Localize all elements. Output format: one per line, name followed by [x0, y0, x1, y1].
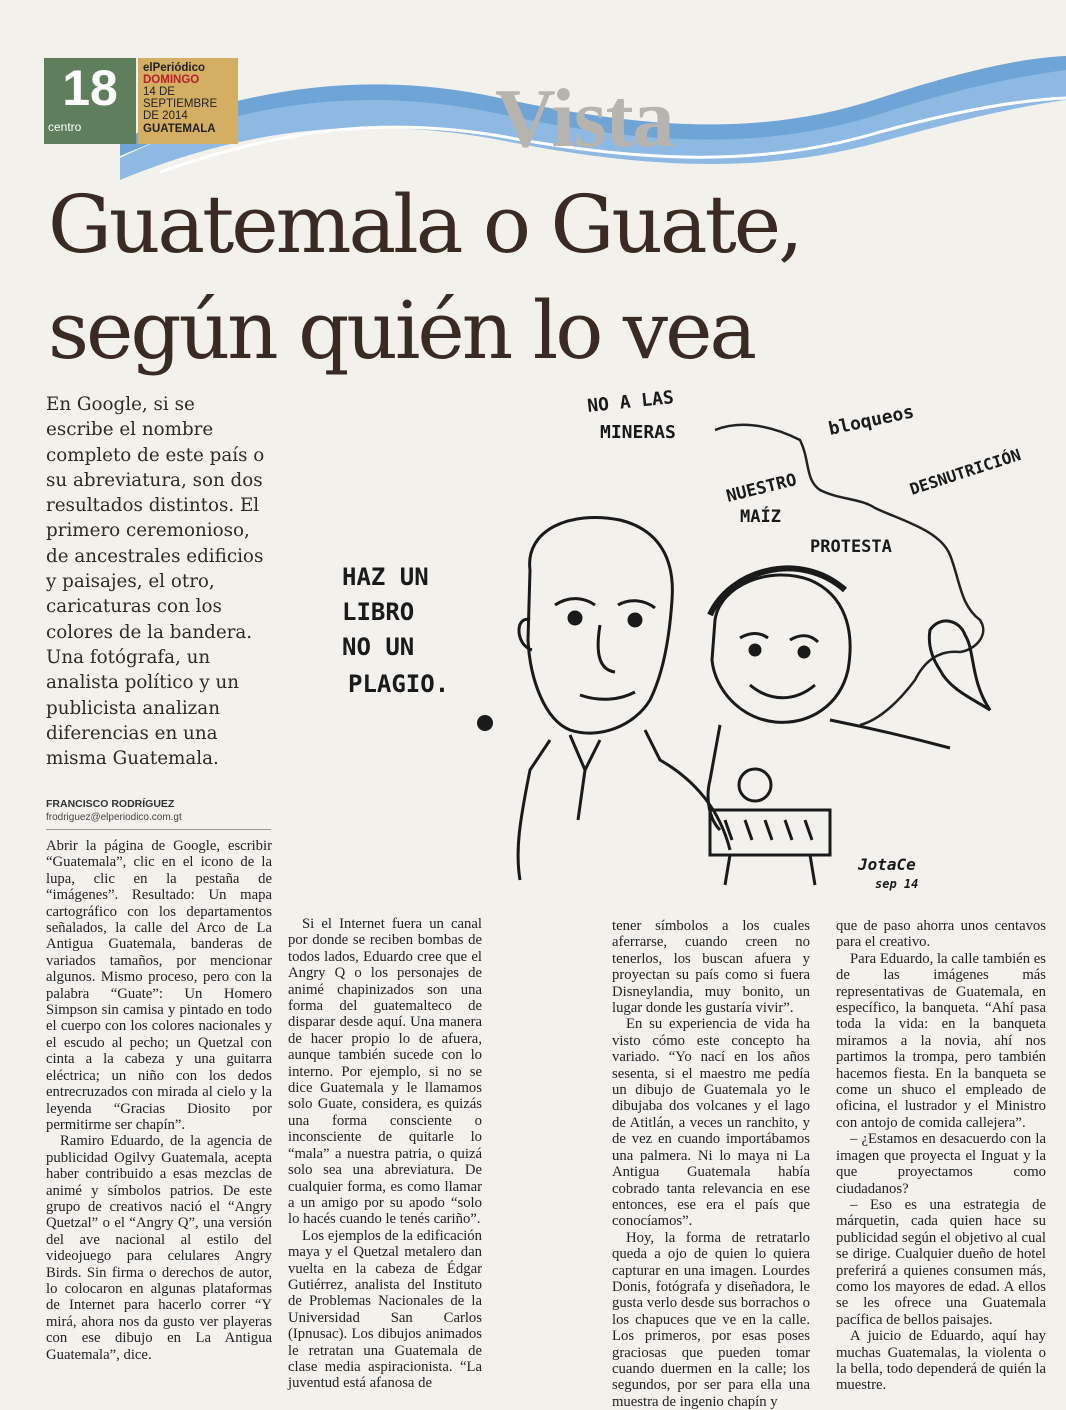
editorial-cartoon: [300, 380, 1060, 900]
map-label-desnutricion: DESNUTRICIÓN: [907, 445, 1024, 499]
paragraph: Ramiro Eduardo, de la agencia de publicidad Ogilvy Guatemala, acepta haber contribuido a esas mezclas de animé y símbolos patrios. De este grupo de creativos nació el “Angry Quetzal” o el “Angry Q”, una versión del ave nacional al estilo del videojuego para celulares Angry Birds. Sin firma o derechos de autor, lo colocaron en algunas plataformas de Internet para hacerlo correr “Y mirá, ahora nos da gusto ver playeras con ese dibujo en La Antigua Guatemala”, dice.: [46, 1133, 272, 1363]
speech-line-3: NO UN: [342, 633, 415, 661]
quetzal-bird: [929, 621, 990, 710]
byline: FRANCISCO RODRÍGUEZ: [46, 798, 175, 810]
speech-dot: [477, 715, 493, 731]
paragraph: que de paso ahorra unos centavos para el creativo.: [836, 918, 1046, 951]
body-column-4: [836, 918, 1046, 1394]
section-name: centro: [48, 120, 82, 134]
man-caricature: [518, 517, 730, 880]
cartoonist-signature: JotaCe: [858, 855, 916, 874]
edition-city: GUATEMALA: [143, 123, 216, 135]
map-label-maiz-2: MAÍZ: [740, 507, 781, 527]
map-label-protesta: PROTESTA: [810, 537, 892, 557]
woman-caricature: [708, 568, 950, 885]
headline-line-2: según quién lo vea: [48, 284, 755, 377]
speech-line-2: LIBRO: [342, 598, 415, 626]
map-label-maiz-1: NUESTRO: [724, 470, 799, 507]
paragraph: Para Eduardo, la calle también es de las imágenes más representativas de Guatemala, en específico, la banqueta. “Ahí pasa toda la vida: en la banqueta miramos a la novia, ahí nos partimos la trompa, pero también hacemos fiesta. En la banqueta se come un shuco el empleado de oficina, el lustrador y el Ministro con antojo de comida callejera”.: [836, 950, 1046, 1131]
byline-divider: [46, 829, 271, 830]
map-label-mineras-2: MINERAS: [600, 422, 676, 443]
paragraph: En su experiencia de vida ha visto cómo este concepto ha variado. “Yo nací en los años sesenta, si el maestro me pedía un dibujo de Guatemala yo le dibujaba dos volcanes y el lago de Atitlán, a veces un ranchito, y de vez en cuando importábamos una palmera. Ni lo maya ni La Antigua Guatemala había cobrado tanta relevancia en ese entonces, ese era el país que conocíamos”.: [612, 1016, 810, 1230]
speech-line-1: HAZ UN: [342, 563, 429, 591]
paragraph: Si el Internet fuera un canal por donde se reciben bombas de todos lados, Eduardo cree que el Angry Q o los personajes de animé chapinizados son una forma del guatemalteco de disparar desde aquí. Una manera de hacer propio lo de afuera, aunque también sucede con lo interno. Por ejemplo, si no se dice Guatemala y le llamamos solo Guate, considera, es quizás una forma consciente o inconsciente de quitarle lo “mala” a nuestra patria, o quizá solo sea una abreviatura. De cualquier forma, es como llamar a un amigo por su apodo “solo lo hacés cuando le tenés cariño”.: [288, 916, 482, 1228]
paragraph: Los ejemplos de la edificación maya y el Quetzal metalero dan vuelta en la cabeza de Édgar Gutiérrez, analista del Instituto de Problemas Nacionales de la Universidad San Carlos (Ipnusac). Los dibujos animados le retratan una Guatemala de clase media aspiracionista. “La juventud está afanosa de: [288, 1227, 482, 1392]
body-column-1: [46, 838, 272, 1363]
body-column-3: [612, 918, 810, 1410]
speech-line-4: PLAGIO.: [348, 670, 450, 698]
paragraph: Hoy, la forma de retratarlo queda a ojo de quien lo quiera capturar en una imagen. Lourdes Donis, fotógrafa y diseñadora, le gusta verlo desde sus borrachos o los chapuces que ve en la calle. Los primeros, por esas poses graciosas que pueden tomar cuando duermen en la calle; los segundos, por ser para ella una muestra de ingenio chapín y: [612, 1229, 810, 1410]
page-number: 18: [62, 60, 118, 116]
author-email: frodriguez@elperiodico.com.gt: [46, 812, 182, 823]
paragraph: – ¿Estamos en desacuerdo con la imagen que proyecta el Inguat y la que proyectamos como ciudadanos?: [836, 1131, 1046, 1197]
paragraph: – Eso es una estrategia de márquetin, cada quien hace su publicidad según el objetivo al cual se dirige. Cualquier dueño de hotel preferirá a quienes consumen más, como los mayores de edad. A ellos se les ofrece una Guatemala pacífica de bellos paisajes.: [836, 1196, 1046, 1328]
body-column-2: [288, 916, 482, 1392]
article-lead: En Google, si se escribe el nombre completo de este país o su abreviatura, son dos resultados distintos. El primero ceremonioso, de ancestrales edificios y paisajes, el otro, caricaturas con los colores de la bandera. Una fotógrafa, un analista político y un publicista analizan diferencias en una misma Guatemala.: [46, 394, 265, 770]
map-label-bloqueos: bloqueos: [826, 401, 916, 440]
map-label-mineras-1: NO A LAS: [586, 387, 675, 417]
headline-line-1: Guatemala o Guate,: [48, 178, 801, 271]
paragraph: tener símbolos a los cuales aferrarse, cuando creen no tenerlos, los buscan afuera y proyectan su país como si fuera Disneylandia, muy bonito, un lugar donde les gustaría vivir”.: [612, 918, 810, 1017]
headline: [48, 172, 1058, 384]
weekday: DOMINGO: [143, 74, 200, 86]
cartoon-date: sep 14: [875, 877, 919, 891]
paragraph: Abrir la página de Google, escribir “Guatemala”, clic en el icono de la lupa, clic en la pestaña de “imágenes”. Resultado: Un mapa cartográfico con los departamentos señalados, la calle del Arco de La Antigua Guatemala, banderas de variados tamaños, por mencionar algunos. Mismo proceso, pero con la palabra “Guate”: Un Homero Simpson sin camisa y pintado en todo el cuerpo con los colores nacionales y el escudo al pecho; un Quetzal con cinta a la cabeza y una guitarra eléctrica; un niño con los dedos entrecruzados con mirada al cielo y la leyenda “Gracias Diosito por permitirme ser chapín”.: [46, 838, 272, 1133]
paragraph: A juicio de Eduardo, aquí hay muchas Guatemalas, la violenta o la bella, todo dependerá de quién la muestre.: [836, 1328, 1046, 1394]
section-watermark: Vista: [495, 72, 674, 165]
newspaper-brand: elPeriódico: [143, 62, 205, 74]
issue-date: 14 DE SEPTIEMBRE DE 2014: [143, 86, 218, 122]
